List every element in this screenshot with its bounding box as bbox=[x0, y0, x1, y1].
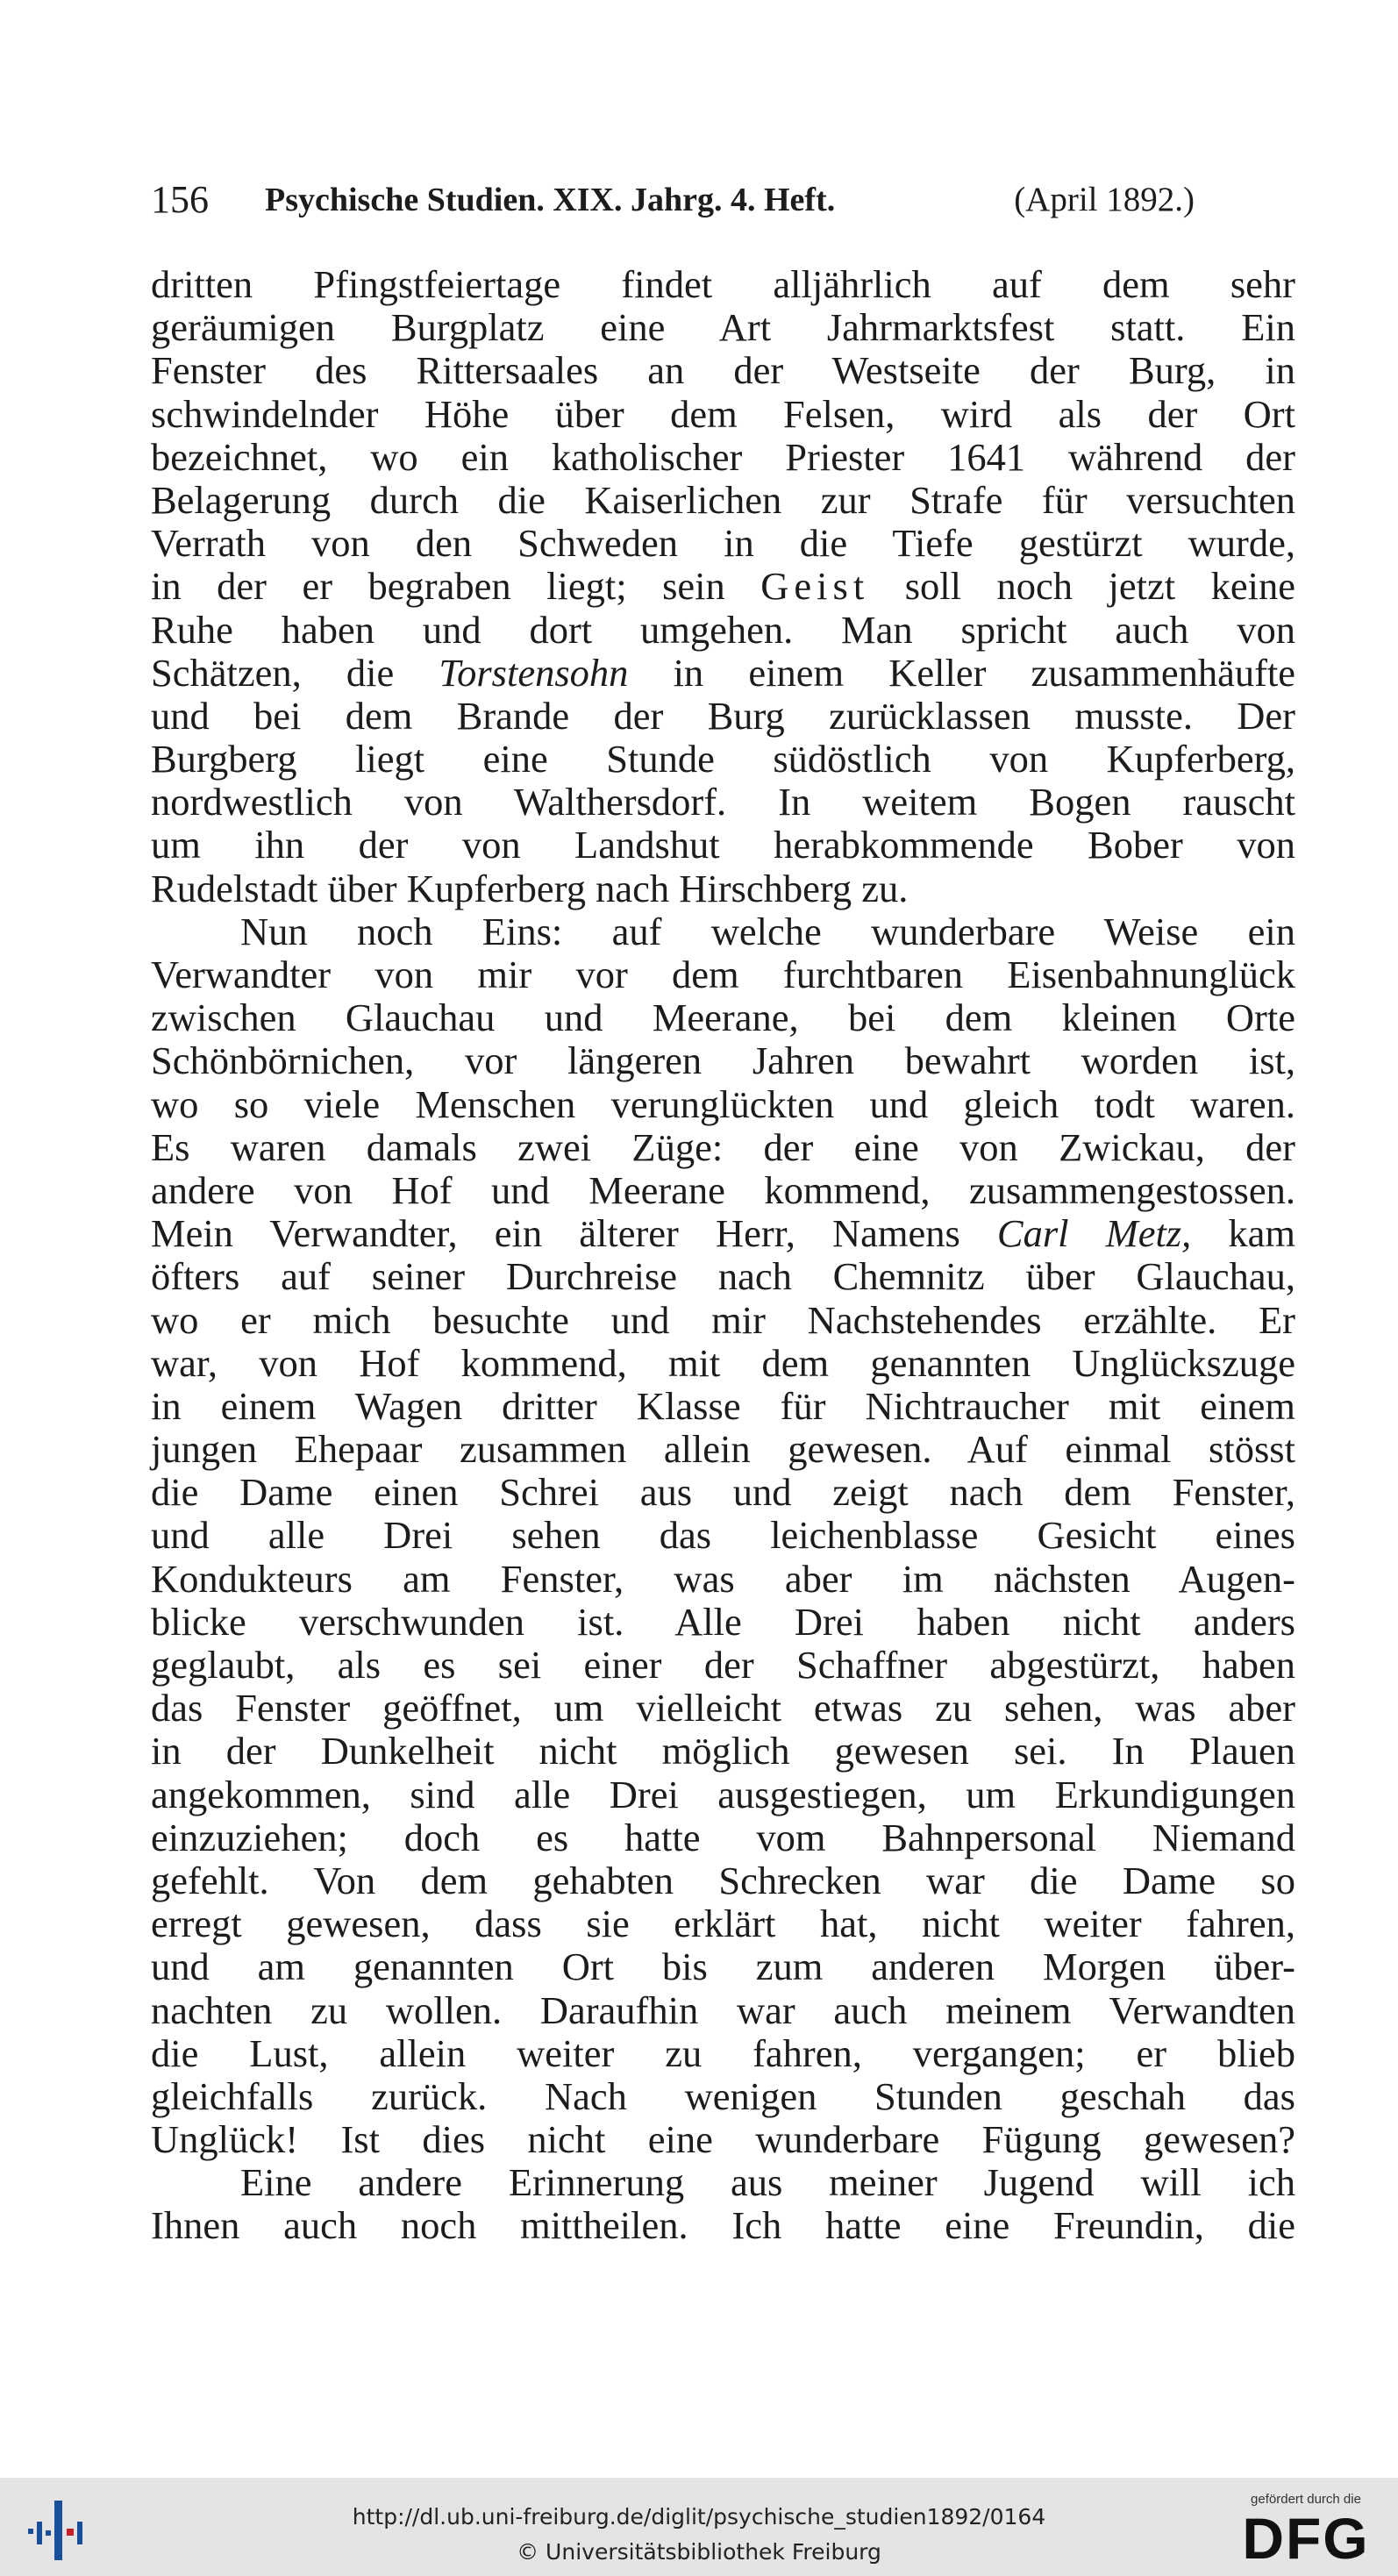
text-line: Fenster des Rittersaales an der Westseite der Burg, in bbox=[151, 348, 1295, 393]
text-line: dritten Pfingstfeiertage findet alljährlich auf dem sehr bbox=[151, 262, 1295, 306]
text-line: Es waren damals zwei Züge: der eine von Zwickau, der bbox=[151, 1124, 1295, 1169]
text-line: Kondukteurs am Fenster, was aber im nächsten Augen- bbox=[151, 1556, 1295, 1601]
text-line: in der Dunkelheit nicht möglich gewesen sei. In Plauen bbox=[151, 1729, 1295, 1773]
text-fragment: Mein Verwandter, ein älterer Herr, Namens bbox=[151, 1211, 960, 1256]
text-line: Rudelstadt über Kupferberg nach Hirschberg zu. bbox=[151, 866, 909, 910]
text-line: geglaubt, als es sei einer der Schaffner abgestürzt, haben bbox=[151, 1643, 1295, 1687]
dfg-caption: gefördert durch die bbox=[1251, 2492, 1361, 2507]
text-line: angekommen, sind alle Drei ausgestiegen, um Erkundigungen bbox=[151, 1772, 1295, 1816]
text-line: die Dame einen Schrei aus und zeigt nach dem Fenster, bbox=[151, 1470, 1295, 1515]
text-line: jungen Ehepaar zusammen allein gewesen. Auf einmal stösst bbox=[151, 1427, 1295, 1472]
text-line: geräumigen Burgplatz eine Art Jahrmarktsfest statt. Ein bbox=[151, 305, 1295, 350]
text-line: gleichfalls zurück. Nach wenigen Stunden geschah das bbox=[151, 2073, 1295, 2118]
text-line: andere von Hof und Meerane kommend, zusammengestossen. bbox=[151, 1167, 1295, 1212]
source-url-link[interactable]: http://dl.ub.uni-freiburg.de/diglit/psychische_studien1892/0164 bbox=[352, 2504, 1046, 2530]
text-line: erregt gewesen, dass sie erklärt hat, nicht weiter fahren, bbox=[151, 1902, 1295, 1946]
issue-date: (April 1892.) bbox=[1014, 181, 1195, 218]
text-line: um ihn der von Landshut herabkommende Bober von bbox=[151, 823, 1295, 867]
text-line: Belagerung durch die Kaiserlichen zur Strafe für versuchten bbox=[151, 477, 1295, 522]
page-number: 156 bbox=[151, 178, 209, 221]
text-line: blicke verschwunden ist. Alle Drei haben nicht anders bbox=[151, 1599, 1295, 1644]
text-fragment: kam bbox=[1228, 1211, 1295, 1256]
text-fragment: in einem Keller zusammenhäufte bbox=[673, 650, 1296, 695]
text-line: öfters auf seiner Durchreise nach Chemnitz über Glauchau, bbox=[151, 1254, 1295, 1299]
text-line: schwindelnder Höhe über dem Felsen, wird als der Ort bbox=[151, 391, 1295, 436]
text-line: Ihnen auch noch mittheilen. Ich hatte eine Freundin, die bbox=[151, 2203, 1295, 2248]
text-line bbox=[151, 1212, 1295, 1255]
text-fragment: Schätzen, die bbox=[151, 650, 395, 695]
text-line: wo so viele Menschen verunglückten und gleich todt waren. bbox=[151, 1081, 1295, 1126]
text-line: das Fenster geöffnet, um vielleicht etwas zu sehen, was aber bbox=[151, 1686, 1295, 1730]
text-line: nordwestlich von Walthersdorf. In weitem Bogen rauscht bbox=[151, 780, 1295, 824]
italic-name: Torstensohn bbox=[439, 650, 629, 695]
copyright-notice: © Universitätsbibliothek Freiburg bbox=[517, 2539, 881, 2565]
text-line: Burgberg liegt eine Stunde südöstlich von Kupferberg, bbox=[151, 737, 1295, 781]
text-line bbox=[151, 652, 1295, 695]
text-line: nachten zu wollen. Daraufhin war auch meinem Verwandten bbox=[151, 1987, 1295, 2032]
text-fragment: in der er begraben liegt; sein bbox=[151, 564, 725, 609]
text-line: bezeichnet, wo ein katholischer Priester 1641 während der bbox=[151, 434, 1295, 479]
text-line: Verrath von den Schweden in die Tiefe gestürzt wurde, bbox=[151, 521, 1295, 566]
text-line: und am genannten Ort bis zum anderen Morgen über- bbox=[151, 1944, 1295, 1989]
text-line: und alle Drei sehen das leichenblasse Gesicht eines bbox=[151, 1513, 1295, 1558]
text-line: Eine andere Erinnerung aus meiner Jugend will ich bbox=[240, 2160, 1295, 2205]
text-line: Verwandter von mir vor dem furchtbaren Eisenbahnunglück bbox=[151, 953, 1295, 996]
italic-name: Carl Metz, bbox=[996, 1211, 1192, 1256]
text-line: gefehlt. Von dem gehabten Schrecken war die Dame so bbox=[151, 1858, 1295, 1902]
text-line: zwischen Glauchau und Meerane, bei dem kleinen Orte bbox=[151, 995, 1295, 1040]
text-line: wo er mich besuchte und mir Nachstehendes erzählte. Er bbox=[151, 1297, 1295, 1342]
text-fragment: soll noch jetzt keine bbox=[904, 564, 1296, 609]
footer-bar bbox=[0, 2478, 1398, 2576]
text-line: Unglück! Ist dies nicht eine wunderbare Fügung gewesen? bbox=[151, 2117, 1295, 2162]
text-line: die Lust, allein weiter zu fahren, vergangen; er blieb bbox=[151, 2030, 1295, 2075]
text-line: war, von Hof kommend, mit dem genannten Unglückszuge bbox=[151, 1340, 1295, 1385]
emphasized-word: Geist bbox=[760, 564, 870, 609]
text-line bbox=[151, 565, 1295, 608]
text-line: Ruhe haben und dort umgehen. Man spricht auch von bbox=[151, 607, 1295, 652]
body-text bbox=[151, 263, 1295, 2248]
text-line: Nun noch Eins: auf welche wunderbare Weise ein bbox=[240, 909, 1295, 953]
running-title: Psychische Studien. XIX. Jahrg. 4. Heft. bbox=[265, 182, 836, 218]
dfg-logo: DFG bbox=[1242, 2506, 1370, 2571]
text-line: in einem Wagen dritter Klasse für Nichtraucher mit einem bbox=[151, 1383, 1295, 1428]
text-line: Schönbörnichen, vor längeren Jahren bewahrt worden ist, bbox=[151, 1038, 1295, 1083]
text-line: und bei dem Brande der Burg zurücklassen musste. Der bbox=[151, 693, 1295, 738]
page-header bbox=[151, 174, 1195, 226]
text-line: einzuziehen; doch es hatte vom Bahnpersonal Niemand bbox=[151, 1815, 1295, 1859]
